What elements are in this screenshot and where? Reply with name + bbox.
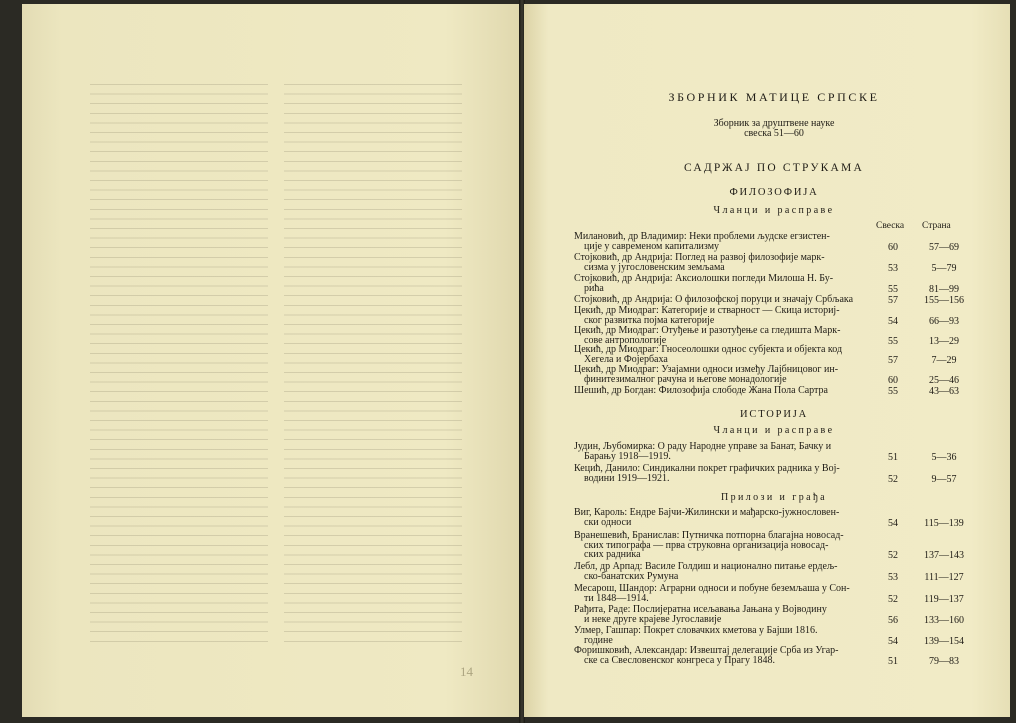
entry-text: Цекић, др Миодраг: Категорије и стварност — Скица историј- <box>574 305 840 316</box>
journal-subtitle <box>574 119 974 139</box>
entry-pages: 13—29 <box>929 335 959 347</box>
subtitle-line-1: Зборник за друштвене науке <box>713 118 835 129</box>
entry-text-cont: Хегела и Фојербаха <box>584 353 668 365</box>
toc-entry <box>574 295 974 305</box>
left-page <box>22 4 520 717</box>
section-title-history: ИСТОРИЈА <box>740 409 808 420</box>
toc-entry <box>574 365 974 385</box>
entry-volume: 55 <box>888 385 898 397</box>
toc-entry <box>574 464 974 484</box>
entry-text: Улмер, Гашпар: Покрет словачких кметова у Бајши 1816. <box>574 625 818 636</box>
entry-text-cont: водини 1919—1921. <box>584 472 670 484</box>
entry-text-cont: сове антропологије <box>584 334 667 346</box>
entry-volume: 53 <box>888 262 898 274</box>
entry-text-cont: Барању 1918—1919. <box>584 450 671 462</box>
entry-pages: 155—156 <box>924 294 964 306</box>
entry-volume: 54 <box>888 635 898 647</box>
subtitle-line-2: свеска 51—60 <box>744 128 804 139</box>
toc-entry <box>574 584 974 604</box>
toc-entry <box>574 442 974 462</box>
entry-text: Стојковић, др Андрија: Поглед на развој филозофије марк- <box>574 252 825 263</box>
subsection-title-contributions: Прилози и грађа <box>720 492 828 503</box>
toc-entry <box>574 508 974 528</box>
entry-pages: 25—46 <box>929 374 959 386</box>
entry-text-cont: ске са Свесловенског конгреса у Прагу 1848. <box>584 654 776 666</box>
section-title-philosophy: ФИЛОЗОФИЈА <box>729 187 819 198</box>
entry-text-cont: године <box>584 634 613 646</box>
entry-pages: 139—154 <box>924 635 964 647</box>
entry-volume: 51 <box>888 655 898 667</box>
entry-pages: 9—57 <box>931 473 957 485</box>
entry-volume: 60 <box>888 241 898 253</box>
column-header-pages: Страна <box>922 221 951 231</box>
entry-pages: 57—69 <box>929 241 959 253</box>
entry-text: Шешић, др Богдан: Филозофија слободе Жана Пола Сартра <box>574 385 828 396</box>
entry-text: Стојковић, др Андрија: О филозофској поруци и значају Србљака <box>574 294 854 305</box>
toc-entry <box>574 531 974 560</box>
entry-text-cont: ски односи <box>584 516 632 528</box>
entry-volume: 55 <box>888 335 898 347</box>
entry-volume: 52 <box>888 549 898 561</box>
entry-volume: 54 <box>888 315 898 327</box>
subsection-title-articles: Чланци и расправе <box>713 205 835 216</box>
toc-entry <box>574 274 974 294</box>
toc-entry <box>574 626 974 646</box>
toc-entry <box>574 386 974 396</box>
entry-pages: 111—127 <box>924 571 964 583</box>
entry-volume: 55 <box>888 283 898 295</box>
journal-title: ЗБОРНИК МАТИЦЕ СРПСКЕ <box>668 90 880 104</box>
toc-entry <box>574 646 974 666</box>
entry-text-cont: ских радника <box>584 549 641 560</box>
entry-text-cont: сизма у југословенским земљама <box>584 261 725 273</box>
entry-volume: 56 <box>888 614 898 626</box>
entry-pages: 137—143 <box>924 549 964 561</box>
main-heading: САДРЖАЈ ПО СТРУКАМА <box>684 162 864 174</box>
entry-text: Цекић, др Миодраг: Гносеолошки однос субјекта и објекта код <box>574 344 843 355</box>
entry-text-cont: рића <box>584 282 604 294</box>
entry-text: Рађита, Раде: Послијератна исељавања Јањана у Војводину <box>574 604 827 615</box>
entry-pages: 79—83 <box>929 655 959 667</box>
entry-volume: 52 <box>888 593 898 605</box>
entry-volume: 52 <box>888 473 898 485</box>
toc-entry <box>574 345 974 365</box>
toc-entry <box>574 562 974 582</box>
entry-text-cont: ције у савременом капитализму <box>584 240 720 252</box>
entry-text-cont: финитезималног рачуна и његове монадологије <box>584 373 787 385</box>
entry-text: Цекић, др Миодраг: Отуђење и разотуђење са гледишта Марк- <box>574 325 841 336</box>
entry-text: Стојковић, др Андрија: Аксиолошки погледи Милоша Н. Бу- <box>574 273 834 284</box>
entry-pages: 5—79 <box>931 262 957 274</box>
entry-volume: 53 <box>888 571 898 583</box>
toc-entry <box>574 253 974 273</box>
toc-entry <box>574 306 974 326</box>
entry-pages: 119—137 <box>924 593 964 605</box>
left-page-number: 14 <box>460 664 473 679</box>
entry-pages: 5—36 <box>931 451 957 463</box>
entry-volume: 51 <box>888 451 898 463</box>
entry-pages: 7—29 <box>931 354 957 366</box>
entry-volume: 57 <box>888 294 898 306</box>
entry-text: Месарош, Шандор: Аграрни односи и побуне беземљаша у Сон- <box>574 583 850 594</box>
entry-text: Јудин, Љубомирка: О раду Народне управе за Банат, Бачку и <box>574 441 832 452</box>
entry-text: Кецић, Данило: Синдикални покрет графичких радника у Вој- <box>574 463 840 474</box>
entry-text: Вранешевић, Бранислав: Путничка потпорна благајна новосад- <box>574 530 844 541</box>
entry-pages: 66—93 <box>929 315 959 327</box>
bleed-through-column-right <box>284 84 462 644</box>
subsection-title-articles: Чланци и расправе <box>713 425 835 436</box>
entry-text-cont: ског развитка појма категорије <box>584 314 715 326</box>
column-header-volume: Свеска <box>876 221 905 231</box>
entry-text-cont: ти 1848—1914. <box>584 592 649 604</box>
entry-pages: 81—99 <box>929 283 959 295</box>
right-page <box>524 4 1010 717</box>
bleed-through-column-left <box>90 84 268 644</box>
entry-text: Форишковић, Александар: Извештај делегације Срба из Угар- <box>574 645 839 656</box>
entry-text: Милановић, др Владимир: Неки проблеми људске егзистен- <box>574 231 830 242</box>
entry-text-cont: ских типографа — прва струковна организација новосад- <box>584 539 829 551</box>
entry-pages: 43—63 <box>929 385 959 397</box>
entry-text: Лебл, др Арпад: Василе Голдиш и национално питање ердељ- <box>574 561 838 572</box>
entry-volume: 54 <box>888 517 898 529</box>
toc-entry <box>574 605 974 625</box>
toc-entry <box>574 326 974 346</box>
entry-pages: 115—139 <box>924 517 964 529</box>
entry-text-cont: ско-банатских Румуна <box>584 570 679 582</box>
entry-text: Виг, Кароль: Ендре Бајчи-Жилински и мађарско-јужнословен- <box>574 507 840 518</box>
toc-entry <box>574 232 974 252</box>
entry-text: Цекић, др Миодраг: Узајамни односи између Лајбницовог ин- <box>574 364 839 375</box>
entry-volume: 57 <box>888 354 898 366</box>
entry-text-cont: и неке друге крајеве Југославије <box>584 613 722 625</box>
entry-volume: 60 <box>888 374 898 386</box>
entry-pages: 133—160 <box>924 614 964 626</box>
